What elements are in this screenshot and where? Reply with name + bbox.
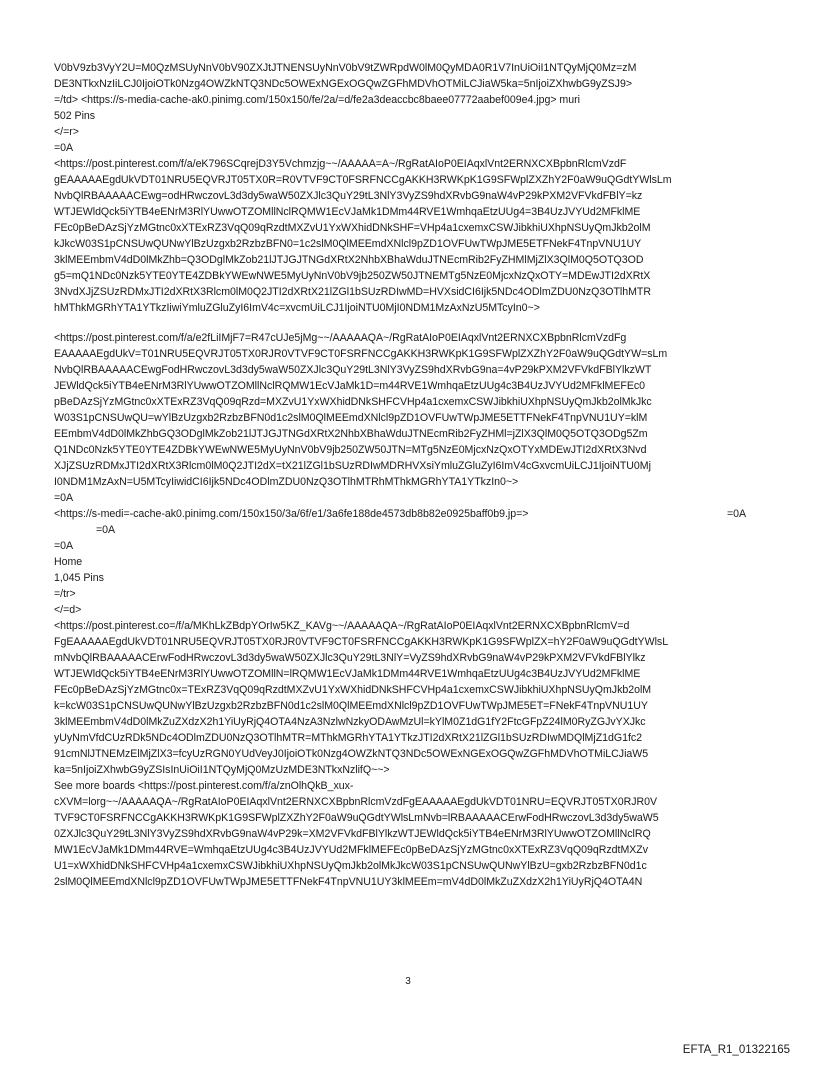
image-link: <https://s-medi=-cache-ak0.pinimg.com/150x150/3a/6f/e1/3a6fe188de4573db8b82e0925baff0b9.jp=> — [54, 508, 529, 520]
text-line: Home — [54, 556, 83, 568]
text-line: cXVM=lorg~~/AAAAAQA~/RgRatAIoP0EIAqxlVnt2ERNXCXBpbnRlcmVzdFgEAAAAAEgdUkVDT01NRU=EQVRJT05TX0RJR0V — [54, 796, 658, 808]
text-block-3 — [54, 538, 772, 890]
image-link-tail: =0A — [727, 508, 747, 520]
text-line: =/td> <https://s-media-cache-ak0.pinimg.com/150x150/fe/2a/=d/fe2a3deaccbc8baee07772aabef009e4.jpg> muri — [54, 94, 580, 106]
text-line: FgEAAAAAEgdUkVDT01NRU5EQVRJT05TX0RJR0VTVF9CT0FSRFNCCgAKKH3RWKpK1G9SFWplZX=hY2F0aW9uQGdtYWlsL — [54, 636, 669, 648]
text-line: <https://post.pinterest.com/f/a/e2fLiIMjF7=R47cUJe5jMg~~/AAAAAQA~/RgRatAIoP0EIAqxlVnt2ERNXCXBpbnRlcmVzdFg — [54, 332, 627, 344]
email-body — [54, 60, 772, 890]
text-line: g5=mQ1NDc0Nzk5YTE0YTE4ZDBkYWEwNWE5MyUyNnV0bV9jb250ZW50JTNEMTg5NzE0MjcxNzQxOTY=MDEwJTI2dXRtX — [54, 270, 651, 282]
text-line: JEWldQck5iYTB4eENrM3RlYUwwOTZOMllNclRQMW1EcVJaMk1D=m44RVE1WmhqaEtzUUg4c3B4UzJVYUd2MFklMEFEc0 — [54, 380, 646, 392]
document-id: EFTA_R1_01322165 — [682, 1044, 790, 1056]
text-line: </=r> — [54, 126, 79, 138]
text-line: EAAAAAEgdUkV=T01NRU5EQVRJT05TX0RJR0VTVF9CT0FSRFNCCgAKKH3RWKpK1G9SFWplZXZhY2F0aW9uQGdtYW=sLm — [54, 348, 668, 360]
text-line: =0A — [54, 492, 74, 504]
text-line: 0ZXJlc3QuY29tL3NlY3VyZS9hdXRvbG9naW4vP29k=XM2VFVkdFBlYlkzWTJEWldQck5iYTB4eENrM3RlYUwwOTZOMllNclRQ — [54, 828, 651, 840]
text-line: NvbQlRBAAAAACEwg=odHRwczovL3d3dy5waW50ZXJlc3QuY29tL3NlY3VyZS9hdXRvbG9naW4vP29kPXM2VFVkdFBlY=kz — [54, 190, 643, 202]
text-line: 3NvdXJjZSUzRDMxJTI2dXRtX3Rlcm0lM0Q2JTI2dXRtX21lZGl1bSUzRDIwMD=HVXsidCI6Ijk5NDc4ODlmZDU0NzQ3OTlhMTR — [54, 286, 652, 298]
text-line: XJjZSUzRDMxJTI2dXRtX3Rlcm0lM0Q2JTI2dX=tX21lZGl1bSUzRDIwMDRHVXsiYmluZGluZyI6ImV4cGxvcmUiLCJ1IjoiNTU0Mj — [54, 460, 651, 472]
text-line: k=kcW03S1pCNSUwQUNwYlBzUzgxb2RzbzBFN0d1c2slM0QlMEEmdXNlcl9pZD1OVFUwTWpJME5ET=FNekF4TnpVNU1UY — [54, 700, 648, 712]
text-line: 91cmNlJTNEMzElMjZlX3=fcyUzRGN0YUdVeyJ0IjoiOTk0Nzg4OWZkNTQ3NDc5OWExNGExOGQwZGFhMDVhOTMiLCJiaW5 — [54, 748, 649, 760]
text-block-1 — [54, 60, 772, 316]
text-line: pBeDAzSjYzMGtnc0xXTExRZ3VqQ09qRzd=MXZvU1YxWXhidDNkSHFCVHp4a1cxemxCSWJibkhiUXhpNSUyQmJkb2olMkJkc — [54, 396, 652, 408]
text-block-2 — [54, 330, 772, 506]
text-line: I0NDM1MzAxN=U5MTcyIiwidCI6Ijk5NDc4ODlmZDU0NzQ3OTlhMTRhMThkMGRhYTA1YTkzIn0~> — [54, 476, 519, 488]
text-line: =/tr> — [54, 588, 76, 600]
indented-line: =0A — [96, 524, 116, 536]
page-number: 3 — [405, 976, 411, 987]
text-line: 3klMEEmbmV4dD0lMkZuZXdzX2h1YiUyRjQ4OTA4NzA3NzlwNzkyODAwMzUl=kYlM0Z1dG1fY2FtcGFpZ24lM0RyZGJvYXJkc — [54, 716, 646, 728]
text-line: FEc0pBeDAzSjYzMGtnc0xXTExRZ3VqQ09qRzdtMXZvU1YxWXhidDNkSHF=VHp4a1cxemxCSWJibkhiUXhpNSUyQmJkb2olM — [54, 222, 651, 234]
text-line: MW1EcVJaMk1DMm44RVE=WmhqaEtzUUg4c3B4UzJVYUd2MFklMEFEc0pBeDAzSjYzMGtnc0xXTExRZ3VqQ09qRzdtMXZv — [54, 844, 649, 856]
text-line: WTJEWldQck5iYTB4eENrM3RlYUwwOTZOMllN=lRQMW1EcVJaMk1DMm44RVE1WmhqaEtzUUg4c3B4UzJVYUd2MFklME — [54, 668, 641, 680]
text-line: V0bV9zb3VyY2U=M0QzMSUyNnV0bV90ZXJtJTNENSUyNnV0bV9tZWRpdW0lM0QyMDA0R1V7InUiOiI1NTQyMjQ0Mz=zM — [54, 62, 637, 74]
text-line: U1=xWXhidDNkSHFCVHp4a1cxemxCSWJibkhiUXhpNSUyQmJkb2olMkJkcW03S1pCNSUwQUNwYlBzU=gxb2RzbzBFN0d1c — [54, 860, 647, 872]
text-line: <https://post.pinterest.com/f/a/eK796SCqrejD3Y5Vchmzjg~~/AAAAA=A~/RgRatAIoP0EIAqxlVnt2ERNXCXBpbnRlcmVzdF — [54, 158, 627, 170]
text-line: TVF9CT0FSRFNCCgAKKH3RWKpK1G9SFWplZXZhY2F0aW9uQGdtYWlsLmNvb=lRBAAAAACErwFodHRwczovL3d3dy5waW5 — [54, 812, 659, 824]
text-line: Q1NDc0Nzk5YTE0YTE4ZDBkYWEwNWE5MyUyNnV0bV9jb250ZW50JTN=MTg5NzE0MjcxNzQxOTYxMDEwJTI2dXRtX3Nvd — [54, 444, 647, 456]
text-line: =0A — [54, 142, 74, 154]
text-line: hMThkMGRhYTA1YTkzIiwiYmluZGluZyI6ImV4c=xvcmUiLCJ1IjoiNTU0MjI0NDM1MzAxNzU5MTcyIn0~> — [54, 302, 540, 314]
text-line: W03S1pCNSUwQU=wYlBzUzgxb2RzbzBFN0d1c2slM0QlMEEmdXNlcl9pZD1OVFUwTWpJME5ETTFNekF4TnpVNU1UY=klM — [54, 412, 648, 424]
text-line: 3klMEEmbmV4dD0lMkZhb=Q3ODglMkZob21lJTJGJTNGdXRtX2NhbXBhaWduJTNEcmRib2FyZHMlMjZlX3QlM0Q5OTQ3OD — [54, 254, 644, 266]
text-line: See more boards <https://post.pinterest.com/f/a/znOlhQkB_xux- — [54, 780, 354, 792]
text-line: WTJEWldQck5iYTB4eENrM3RlYUwwOTZOMllNclRQMW1EcVJaMk1DMm44RVE1WmhqaEtzUUg4=3B4UzJVYUd2MFklME — [54, 206, 641, 218]
text-line: ka=5nIjoiZXhwbG9yZSIsInUiOiI1NTQyMjQ0MzUzMDE3NTkxNzlifQ~~> — [54, 764, 390, 776]
text-line: DE3NTkxNzIiLCJ0IjoiOTk0Nzg4OWZkNTQ3NDc5OWExNGExOGQwZGFhMDVhOTMiLCJiaW5ka=5nIjoiZXhwbG9yZSJ9> — [54, 78, 632, 90]
text-line: FEc0pBeDAzSjYzMGtnc0x=TExRZ3VqQ09qRzdtMXZvU1YxWXhidDNkSHFCVHp4a1cxemxCSWJibkhiUXhpNSUyQmJkb2olM — [54, 684, 652, 696]
text-line: <https://post.pinterest.co=/f/a/MKhLkZBdpYOrIw5KZ_KAVg~~/AAAAAQA~/RgRatAIoP0EIAqxlVnt2ERNXCXBpbnRlcmV=d — [54, 620, 630, 632]
text-line: </=d> — [54, 604, 82, 616]
text-line: yUyNmVfdCUzRDk5NDc4ODlmZDU0NzQ3OTlhMTR=MThkMGRhYTA1YTkzJTI2dXRtX21lZGl1bSUzRDIwMDQlMjZ1dG1fc2 — [54, 732, 643, 744]
text-line: 2slM0QlMEEmdXNlcl9pZD1OVFUwTWpJME5ETTFNekF4TnpVNU1UY3klMEEm=mV4dD0lMkZuZXdzX2h1YiUyRjQ4OTA4N — [54, 876, 643, 888]
text-line: kJkcW03S1pCNSUwQUNwYlBzUzgxb2RzbzBFN0=1c2slM0QlMEEmdXNlcl9pZD1OVFUwTWpJME5ETFNekF4TnpVNU1UY — [54, 238, 642, 250]
text-line: 1,045 Pins — [54, 572, 104, 584]
text-line: mNvbQlRBAAAAACErwFodHRwczovL3d3dy5waW50ZXJlc3QuY29tL3NlY=VyZS9hdXRvbG9naW4vP29kPXM2VFVkdFBlYlkz — [54, 652, 646, 664]
text-line: NvbQlRBAAAAACEwgFodHRwczovL3d3dy5waW50ZXJlc3QuY29tL3NlY3VyZS9hdXRvbG9na=4vP29kPXM2VFVkdFBlYlkzWT — [54, 364, 652, 376]
text-line: EEmbmV4dD0lMkZhbGQ3ODglMkZob21lJTJGJTNGdXRtX2NhbXBhaWduJTNEcmRib2FyZHMl=jZlX3QlM0Q5OTQ3ODg5Zm — [54, 428, 648, 440]
text-line: =0A — [54, 540, 74, 552]
text-line: 502 Pins — [54, 110, 96, 122]
image-link-line — [54, 506, 772, 522]
text-line: gEAAAAAEgdUkVDT01NRU5EQVRJT05TX0R=R0VTVF9CT0FSRFNCCgAKKH3RWKpK1G9SFWplZXZhY2F0aW9uQGdtYWlsLm — [54, 174, 672, 186]
